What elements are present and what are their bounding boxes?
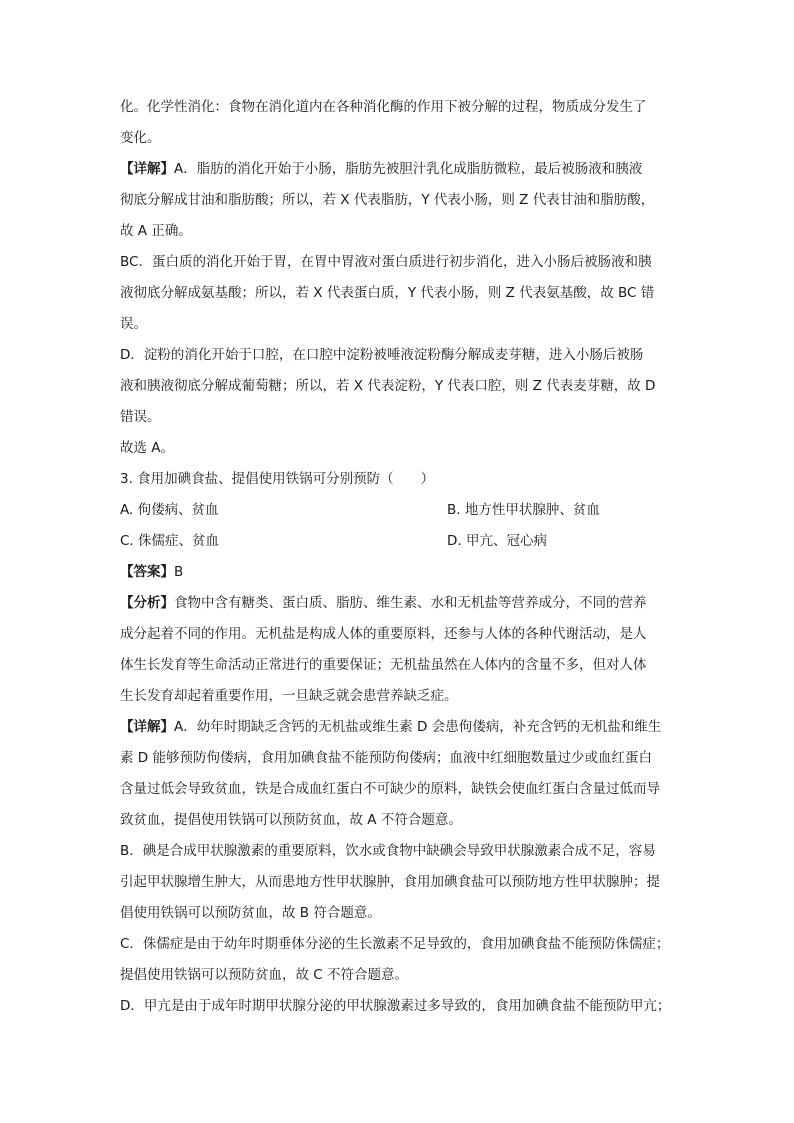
option-d: D. 甲亢、冠心病 — [447, 533, 547, 549]
answer-tag: 【答案】 — [120, 564, 174, 580]
option-c: C. 侏儒症、贫血 — [120, 533, 220, 549]
text-line: C．侏儒症是由于幼年时期垂体分泌的生长激素不足导致的，食用加碘食盐不能预防侏儒症； — [120, 936, 670, 952]
text-line: 提倡使用铁锅可以预防贫血，故 C 不符合题意。 — [120, 967, 409, 983]
text-line: 化。化学性消化：食物在消化道内在各种消化酶的作用下被分解的过程，物质成分发生了 — [120, 99, 647, 115]
detail-tag: 【详解】 — [120, 161, 174, 177]
text-line: 故选 A。 — [120, 440, 175, 456]
analysis-paragraph — [120, 588, 674, 619]
answer-value: B — [174, 564, 184, 580]
text-line: A．脂肪的消化开始于小肠，脂肪先被胆汁乳化成脂肪微粒，最后被肠液和胰液 — [174, 161, 643, 177]
text-line: 液彻底分解成氨基酸；所以，若 X 代表蛋白质，Y 代表小肠，则 Z 代表氨基酸，故 BC 错 — [120, 285, 655, 301]
text-line: D．淀粉的消化开始于口腔，在口腔中淀粉被唾液淀粉酶分解成麦芽糖，进入小肠后被肠 — [120, 347, 644, 363]
analysis-tag: 【分析】 — [120, 595, 174, 611]
text-line: 体生长发育等生命活动正常进行的重要保证；无机盐虽然在人体内的含量不多，但对人体 — [120, 657, 647, 673]
answer-line — [120, 557, 674, 588]
text-line: B．碘是合成甲状腺激素的重要原料，饮水或食物中缺碘会导致甲状腺激素合成不足，容易 — [120, 843, 656, 859]
text-line: D．甲亢是由于成年时期甲状腺分泌的甲状腺激素过多导致的，食用加碘食盐不能预防甲亢； — [120, 998, 671, 1014]
text-line: BC．蛋白质的消化开始于胃，在胃中胃液对蛋白质进行初步消化，进入小肠后被肠液和胰 — [120, 254, 652, 270]
option-b: B. 地方性甲状腺肿、贫血 — [447, 502, 600, 518]
text-line: 液和胰液彻底分解成葡萄糖；所以，若 X 代表淀粉，Y 代表口腔，则 Z 代表麦芽糖，故 D — [120, 378, 656, 394]
text-line: 素 D 能够预防佝偻病，食用加碘食盐不能预防佝偻病；血液中红细胞数量过少或血红蛋白 — [120, 750, 652, 766]
text-line: 彻底分解成甘油和脂肪酸；所以，若 X 代表脂肪，Y 代表小肠，则 Z 代表甘油和脂肪酸， — [120, 192, 655, 208]
question-stem: 3. 食用加碘食盐、提倡使用铁锅可分别预防（ ） — [120, 471, 435, 487]
text-line: 倡使用铁锅可以预防贫血，故 B 符合题意。 — [120, 905, 381, 921]
text-line: 故 A 正确。 — [120, 223, 192, 239]
text-line: 食物中含有糖类、蛋白质、脂肪、维生素、水和无机盐等营养成分，不同的营养 — [174, 595, 647, 611]
text-line: 致贫血，提倡使用铁锅可以预防贫血，故 A 不符合题意。 — [120, 812, 462, 828]
text-line: 变化。 — [120, 130, 161, 146]
text-line: 成分起着不同的作用。无机盐是构成人体的重要原料，还参与人体的各种代谢活动，是人 — [120, 626, 647, 642]
option-a: A. 佝偻病、贫血 — [120, 502, 219, 518]
detail-paragraph — [120, 154, 674, 185]
text-line: 误。 — [120, 316, 147, 332]
text-line: 错误。 — [120, 409, 161, 425]
text-line: A．幼年时期缺乏含钙的无机盐或维生素 D 会患佝偻病，补充含钙的无机盐和维生 — [174, 719, 662, 735]
text-line: 引起甲状腺增生肿大，从而患地方性甲状腺肿，食用加碘食盐可以预防地方性甲状腺肿；提 — [120, 874, 660, 890]
question-options — [120, 495, 680, 557]
detail-paragraph — [120, 712, 674, 743]
text-line: 含量过低会导致贫血，铁是合成血红蛋白不可缺少的原料，缺铁会使血红蛋白含量过低而导 — [120, 781, 660, 797]
text-line: 生长发育却起着重要作用，一旦缺乏就会患营养缺乏症。 — [120, 688, 458, 704]
detail-tag: 【详解】 — [120, 719, 174, 735]
